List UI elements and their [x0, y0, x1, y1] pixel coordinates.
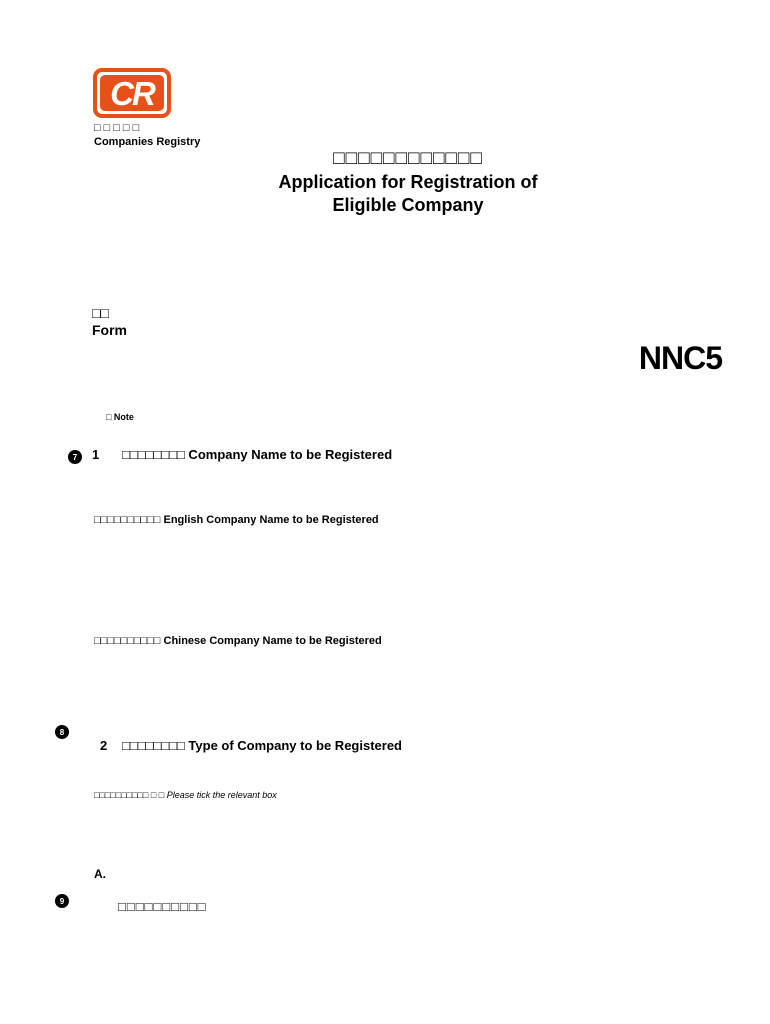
note-9-icon: 9 — [55, 894, 69, 908]
page-title-en-line1: Application for Registration of — [278, 172, 538, 192]
section-1-number: 1 — [92, 447, 100, 462]
note-7-icon: 7 — [68, 450, 82, 464]
tick-instruction: □□□□□□□□□□ □ □ Please tick the relevant box — [94, 790, 277, 800]
section-2-title: □□□□□□□□ Type of Company to be Registered — [122, 738, 402, 753]
english-company-name-label: □□□□□□□□□□ English Company Name to be Registered — [94, 514, 379, 526]
page-title-en-line2: Eligible Company — [332, 195, 484, 215]
page-title-zh: □□□□□□□□□□□□ — [333, 148, 483, 169]
section-2-number: 2 — [100, 738, 108, 753]
form-label-en: Form — [92, 322, 127, 338]
note-8-icon: 8 — [55, 725, 69, 739]
note-label: □ Note — [106, 412, 134, 422]
option-a-text-zh: □□□□□□□□□□ — [118, 899, 207, 914]
option-a-label: A. — [94, 867, 106, 881]
form-code: NNC5 — [638, 340, 722, 376]
companies-registry-logo — [93, 68, 171, 118]
registry-name-zh: □□□□□ — [94, 122, 143, 134]
registry-name-en: Companies Registry — [94, 136, 201, 148]
chinese-company-name-label: □□□□□□□□□□ Chinese Company Name to be Registered — [94, 635, 382, 647]
logo-text: CR — [100, 75, 164, 111]
form-label-zh: □□ — [92, 305, 109, 321]
section-1-title: □□□□□□□□ Company Name to be Registered — [122, 447, 393, 462]
